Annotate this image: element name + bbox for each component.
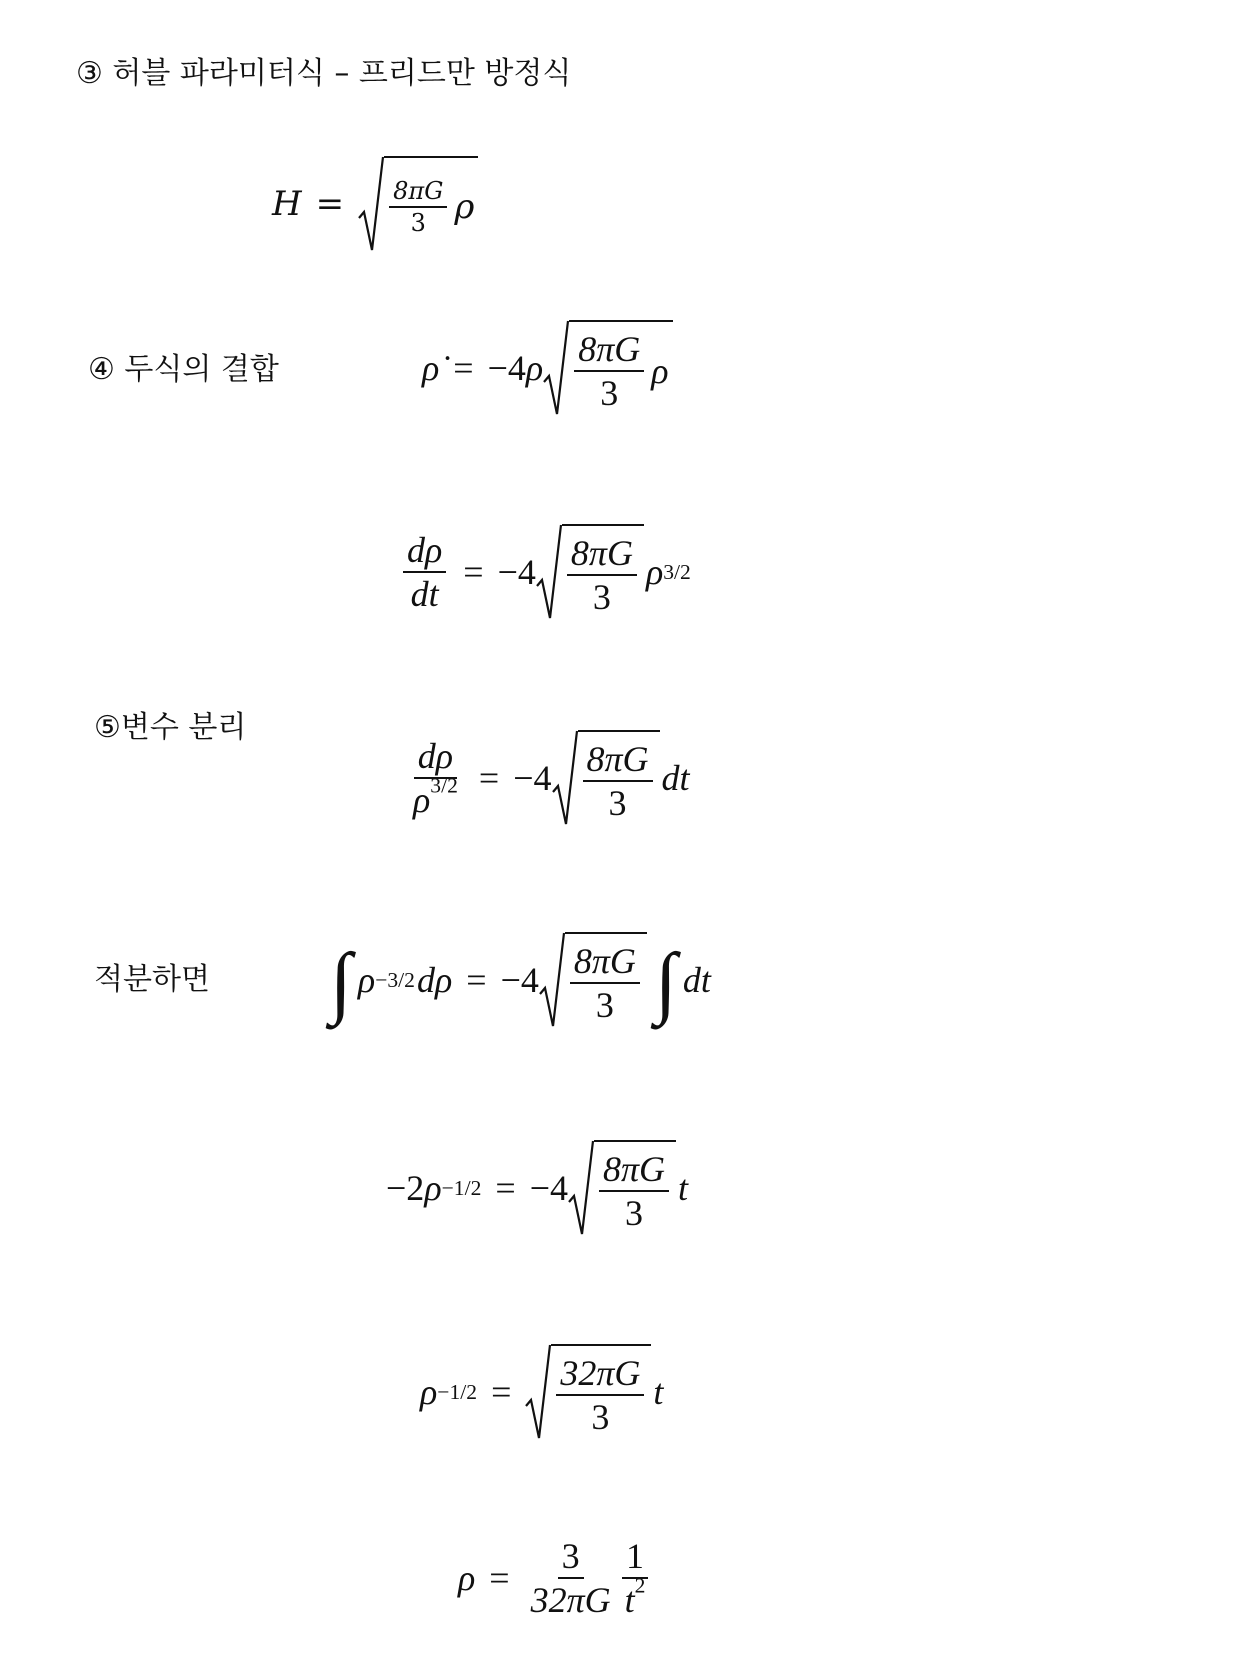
sqrt bbox=[358, 156, 478, 252]
integral-sign: ∫ bbox=[330, 938, 352, 1026]
integral-sign: ∫ bbox=[654, 938, 677, 1026]
rho-symbol: ρ bbox=[454, 187, 475, 227]
sqrt: $\frac{8\pi G}{3}$ ρ bbox=[543, 320, 672, 416]
hubble-equation bbox=[272, 156, 478, 252]
fraction-denominator: 3 bbox=[410, 209, 426, 237]
integration-heading: 적분하면 bbox=[94, 962, 210, 997]
sqrt: $\frac{8\pi G}{3}$ bbox=[536, 524, 644, 620]
section-3-heading: ③ 허블 파라미터식 – 프리드만 방정식 bbox=[76, 56, 572, 91]
fraction-numerator: 8πG bbox=[389, 179, 447, 208]
section-4-heading: ④ 두식의 결합 bbox=[88, 352, 279, 387]
sqrt: $\frac{8\pi G}{3}$ bbox=[568, 1140, 676, 1236]
derivative-equation: $\frac{d\rho}{dt}$ = −4 $\frac{8\pi G}{3}$ ρ 3/2 bbox=[400, 524, 691, 620]
combined-equation: ρ̇ = −4 ρ $\frac{8\pi G}{3}$ ρ bbox=[422, 320, 673, 416]
sqrt: $\frac{32\pi G}{3}$ bbox=[525, 1344, 651, 1440]
final-density-equation: ρ = $\frac{3}{32\pi G}$ $\frac{1}{t^2}$ bbox=[458, 1538, 652, 1618]
sqrt: $\frac{8\pi G}{3}$ bbox=[539, 932, 647, 1028]
simplified-equation: ρ −1/2 = $\frac{32\pi G}{3}$ t bbox=[420, 1344, 663, 1440]
hubble-symbol: H bbox=[272, 184, 302, 224]
integrated-equation: −2 ρ −1/2 = −4 $\frac{8\pi G}{3}$ t bbox=[386, 1140, 688, 1236]
rho-dot-symbol: ρ̇ bbox=[422, 348, 440, 388]
sqrt: $\frac{8\pi G}{3}$ bbox=[552, 730, 660, 826]
equals-sign: = bbox=[315, 184, 345, 224]
separated-equation: $\frac{d\rho}{\rho^{3/2}}$ = −4 $\frac{8\pi G}{3}$ dt bbox=[406, 730, 690, 826]
integral-equation: ∫ ρ −3/2 dρ = −4 $\frac{8\pi G}{3}$ ∫ dt bbox=[330, 932, 711, 1028]
section-5-heading: ⑤변수 분리 bbox=[94, 710, 247, 745]
coefficient: −4 bbox=[487, 348, 526, 388]
